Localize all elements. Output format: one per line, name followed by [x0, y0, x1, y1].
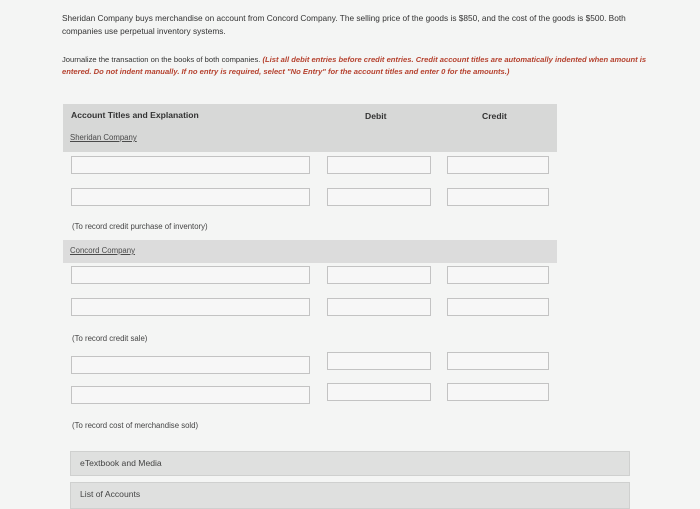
account-title-input-1[interactable] — [71, 156, 310, 174]
instructions-lead: Journalize the transaction on the books of both companies. — [62, 55, 263, 64]
debit-input-3[interactable] — [327, 266, 431, 284]
account-title-input-6[interactable] — [71, 386, 310, 404]
credit-input-5[interactable] — [447, 352, 549, 370]
account-title-input-3[interactable] — [71, 266, 310, 284]
col-debit: Debit — [365, 111, 387, 121]
col-account-titles: Account Titles and Explanation — [71, 110, 199, 120]
account-title-input-5[interactable] — [71, 356, 310, 374]
section-header-concord — [63, 240, 557, 263]
memo-cost-of-merchandise: (To record cost of merchandise sold) — [72, 421, 199, 430]
memo-credit-purchase: (To record credit purchase of inventory) — [72, 222, 208, 231]
etextbook-media-button[interactable] — [70, 451, 630, 476]
journal-table-header — [63, 104, 557, 152]
credit-input-6[interactable] — [447, 383, 549, 401]
account-title-input-4[interactable] — [71, 298, 310, 316]
credit-input-2[interactable] — [447, 188, 549, 206]
company-label-concord: Concord Company — [70, 246, 136, 255]
account-title-input-2[interactable] — [71, 188, 310, 206]
problem-statement: Sheridan Company buys merchandise on account from Concord Company. The selling price of the goods is $850, and the cost of the goods is $500. Both companies use perpetual inventory systems. — [62, 13, 626, 36]
instructions — [62, 54, 652, 77]
debit-input-4[interactable] — [327, 298, 431, 316]
etextbook-media-label: eTextbook and Media — [80, 458, 162, 468]
credit-input-3[interactable] — [447, 266, 549, 284]
memo-credit-sale: (To record credit sale) — [72, 334, 148, 343]
credit-input-4[interactable] — [447, 298, 549, 316]
credit-input-1[interactable] — [447, 156, 549, 174]
debit-input-1[interactable] — [327, 156, 431, 174]
list-of-accounts-label: List of Accounts — [80, 489, 141, 499]
col-credit: Credit — [482, 111, 507, 121]
instructions-note: (List all debit entries before credit entries. Credit account titles are automatically indented when amount is entered. Do not indent manually. If no entry is required, select "No Entry" for the account titles and enter 0 for the amounts.) — [62, 55, 647, 76]
list-of-accounts-button[interactable] — [70, 482, 630, 509]
debit-input-5[interactable] — [327, 352, 431, 370]
debit-input-2[interactable] — [327, 188, 431, 206]
company-label-sheridan: Sheridan Company — [70, 133, 137, 142]
debit-input-6[interactable] — [327, 383, 431, 401]
